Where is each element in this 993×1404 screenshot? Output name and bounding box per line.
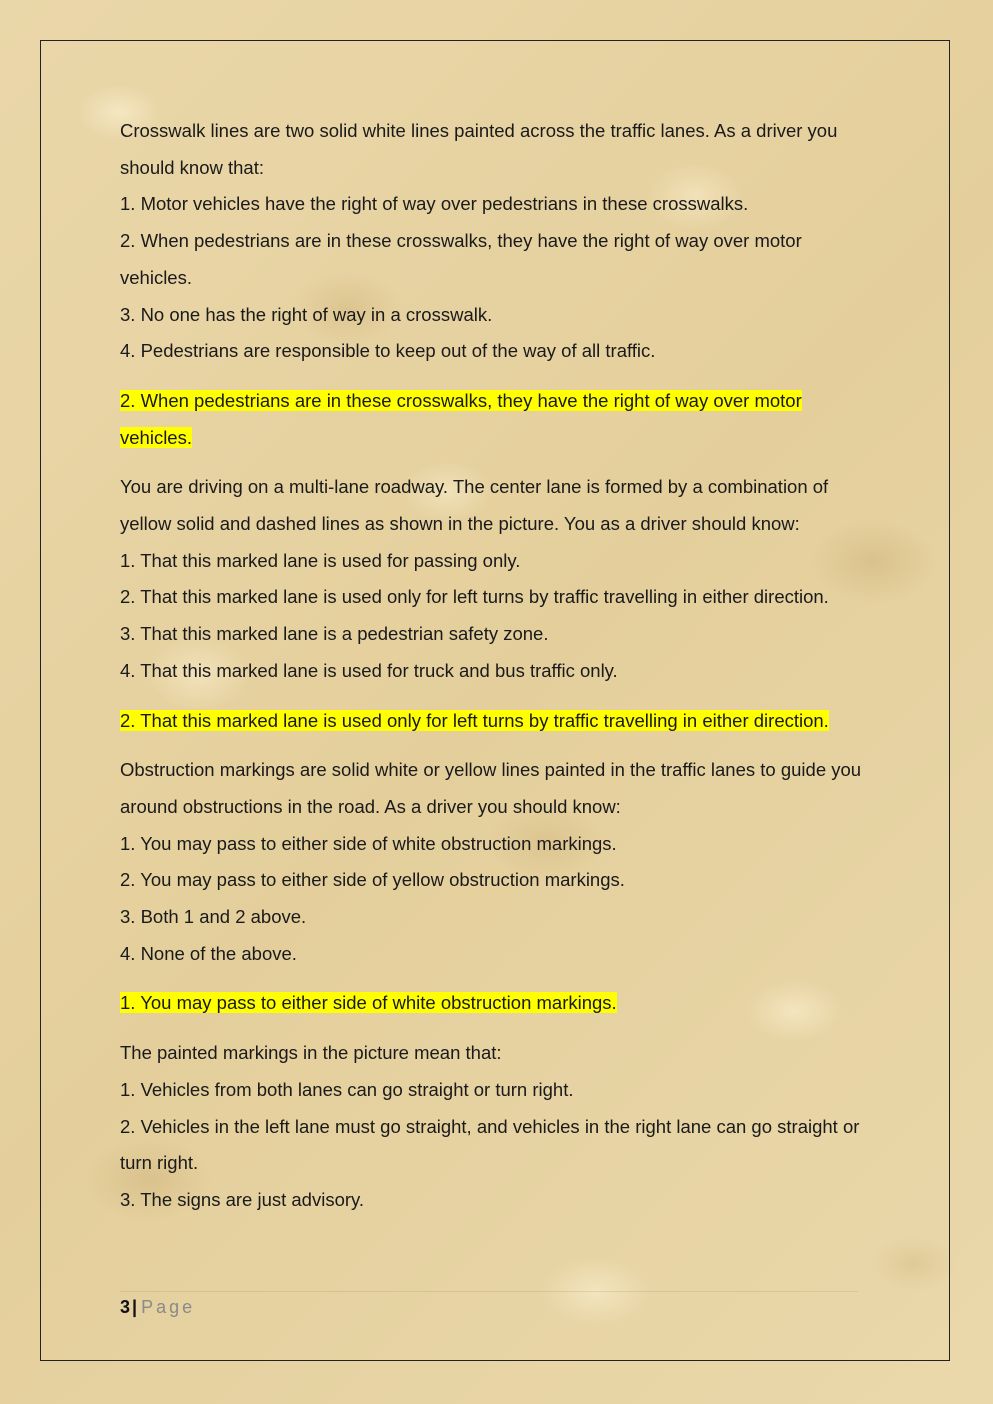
question-1 <box>120 113 875 370</box>
page-label: Page <box>141 1297 196 1317</box>
option-1: 1. Vehicles from both lanes can go straight or turn right. <box>120 1078 574 1100</box>
highlighted-answer: 2. When pedestrians are in these crosswalks, they have the right of way over motor vehicles. <box>120 389 802 448</box>
option-3: 3. No one has the right of way in a crosswalk. <box>120 303 493 325</box>
option-2: 2. Vehicles in the left lane must go straight, and vehicles in the right lane can go straight or turn right. <box>120 1115 860 1174</box>
option-2: 2. When pedestrians are in these crosswalks, they have the right of way over motor vehicles. <box>120 230 802 288</box>
question-stem: You are driving on a multi-lane roadway. The center lane is formed by a combination of yellow solid and dashed lines as shown in the picture. You as a driver should know: <box>120 476 829 535</box>
question-4 <box>120 1035 875 1219</box>
highlighted-answer: 2. That this marked lane is used only for left turns by traffic travelling in either direction. <box>120 709 829 731</box>
answer-2 <box>120 703 875 740</box>
option-2: 2. That this marked lane is used only for left turns by traffic travelling in either direction. <box>120 586 829 608</box>
highlighted-answer: 1. You may pass to either side of white obstruction markings. <box>120 992 617 1014</box>
option-3: 3. That this marked lane is a pedestrian safety zone. <box>120 623 549 645</box>
option-1: 1. That this marked lane is used for passing only. <box>120 549 521 571</box>
question-stem: Obstruction markings are solid white or yellow lines painted in the traffic lanes to guide you around obstructions in the road. As a driver you should know: <box>120 759 862 817</box>
option-3: 3. Both 1 and 2 above. <box>120 906 307 928</box>
question-stem: Crosswalk lines are two solid white lines painted across the traffic lanes. As a driver you should know that: <box>120 120 838 178</box>
answer-1 <box>120 383 875 456</box>
question-2 <box>120 469 875 689</box>
option-3: 3. The signs are just advisory. <box>120 1188 365 1210</box>
option-4: 4. That this marked lane is used for truck and bus traffic only. <box>120 659 618 681</box>
option-1: 1. You may pass to either side of white obstruction markings. <box>120 832 617 854</box>
option-2: 2. You may pass to either side of yellow obstruction markings. <box>120 869 625 891</box>
option-4: 4. None of the above. <box>120 942 297 964</box>
page-number: 3 <box>120 1297 131 1317</box>
footer-separator: | <box>132 1297 138 1317</box>
answer-3 <box>120 985 875 1022</box>
page-footer <box>120 1295 195 1319</box>
option-4: 4. Pedestrians are responsible to keep out of the way of all traffic. <box>120 340 656 362</box>
option-1: 1. Motor vehicles have the right of way over pedestrians in these crosswalks. <box>120 193 749 215</box>
footer-divider <box>120 1291 858 1292</box>
page-content <box>120 113 875 1232</box>
question-stem: The painted markings in the picture mean that: <box>120 1042 502 1064</box>
question-3 <box>120 752 875 972</box>
